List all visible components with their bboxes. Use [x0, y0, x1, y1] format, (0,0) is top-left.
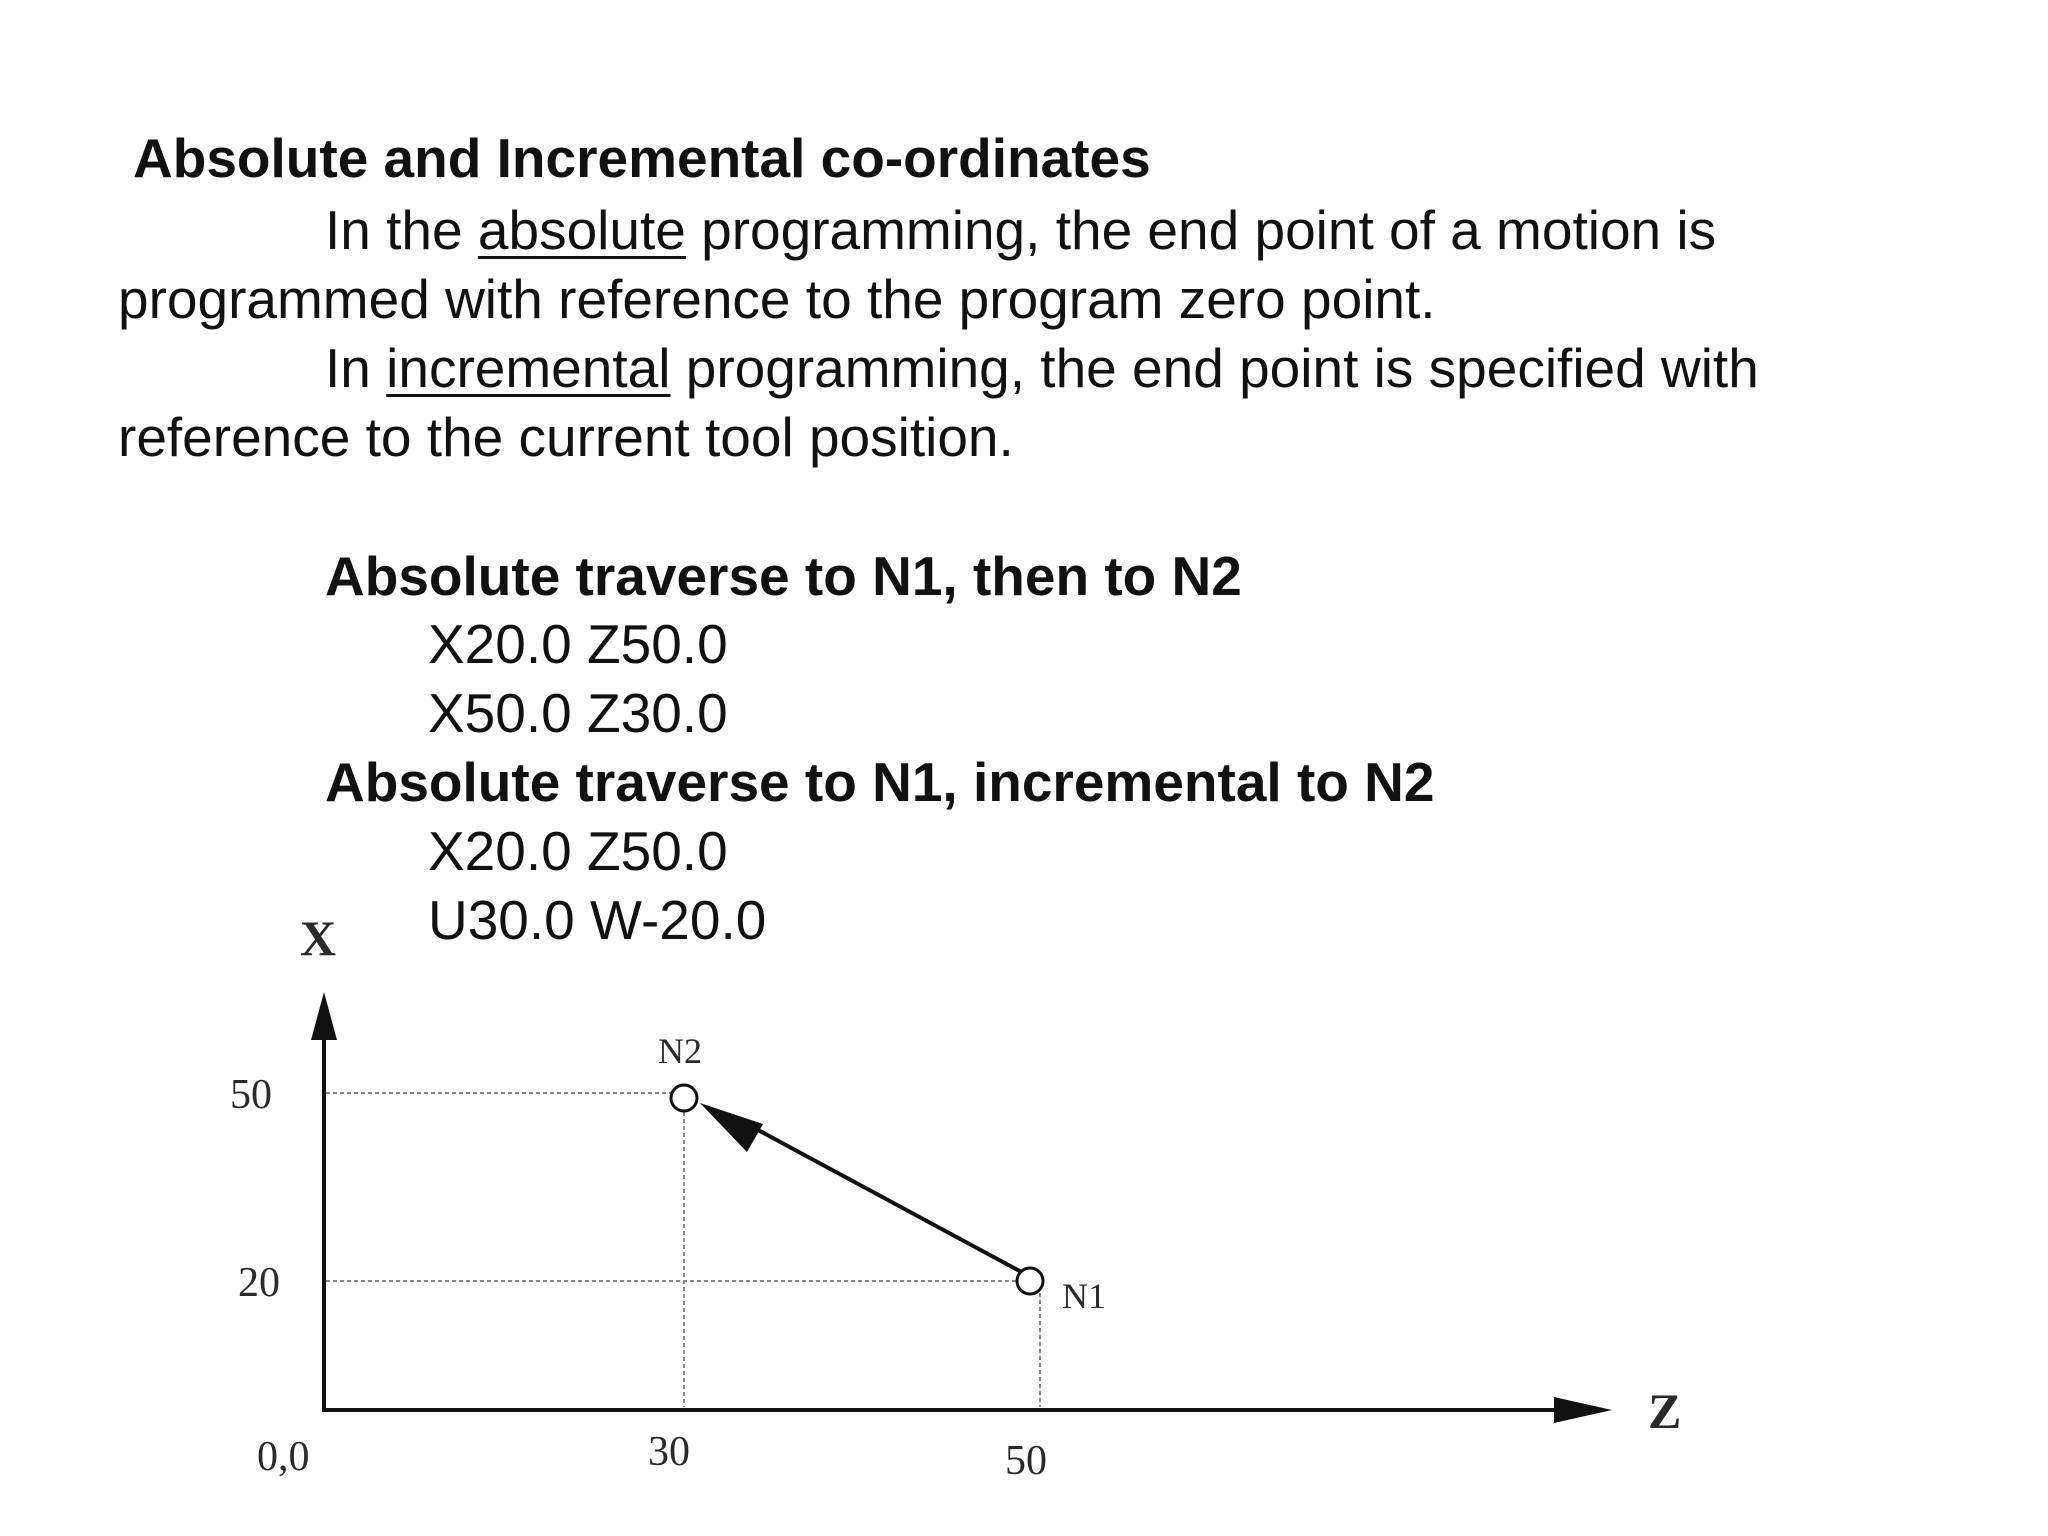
paragraph-2-post: programming, the end point is specified with	[670, 337, 1759, 399]
motion-path-line	[745, 1123, 1027, 1275]
example-2-line-2: U30.0 W-20.0	[428, 889, 767, 951]
example-2-heading: Absolute traverse to N1, incremental to N2	[325, 751, 1435, 813]
x-tick-50: 50	[230, 1072, 272, 1118]
example-2-line-1: X20.0 Z50.0	[428, 820, 728, 882]
x-tick-20: 20	[238, 1260, 280, 1306]
example-1-heading: Absolute traverse to N1, then to N2	[325, 545, 1242, 607]
paragraph-1-post: programming, the end point of a motion is	[685, 199, 1717, 261]
paragraph-1-pre: In the	[325, 199, 478, 261]
point-n2-marker	[671, 1085, 697, 1111]
z-axis-label: Z	[1648, 1383, 1682, 1439]
absolute-term: absolute	[477, 199, 686, 261]
origin-label: 0,0	[257, 1434, 310, 1480]
x-axis-label: X	[300, 910, 337, 966]
example-1-line-1: X20.0 Z50.0	[428, 613, 728, 675]
paragraph-1-line-2: programmed with reference to the program zero point.	[118, 268, 1436, 330]
point-n1-marker	[1017, 1268, 1043, 1294]
z-tick-50: 50	[1005, 1438, 1047, 1484]
incremental-term: incremental	[386, 337, 671, 399]
point-n2-label: N2	[658, 1031, 702, 1071]
point-n1-label: N1	[1062, 1276, 1106, 1316]
example-1-line-2: X50.0 Z30.0	[428, 682, 728, 744]
motion-path-arrowhead	[700, 1103, 763, 1152]
z-tick-30: 30	[648, 1429, 690, 1475]
x-axis-arrowhead	[311, 992, 337, 1040]
paragraph-2-pre: In	[325, 337, 387, 399]
page-title: Absolute and Incremental co-ordinates	[133, 127, 1151, 189]
paragraph-2-line-2: reference to the current tool position.	[118, 406, 1014, 468]
z-axis-arrowhead	[1554, 1397, 1612, 1423]
